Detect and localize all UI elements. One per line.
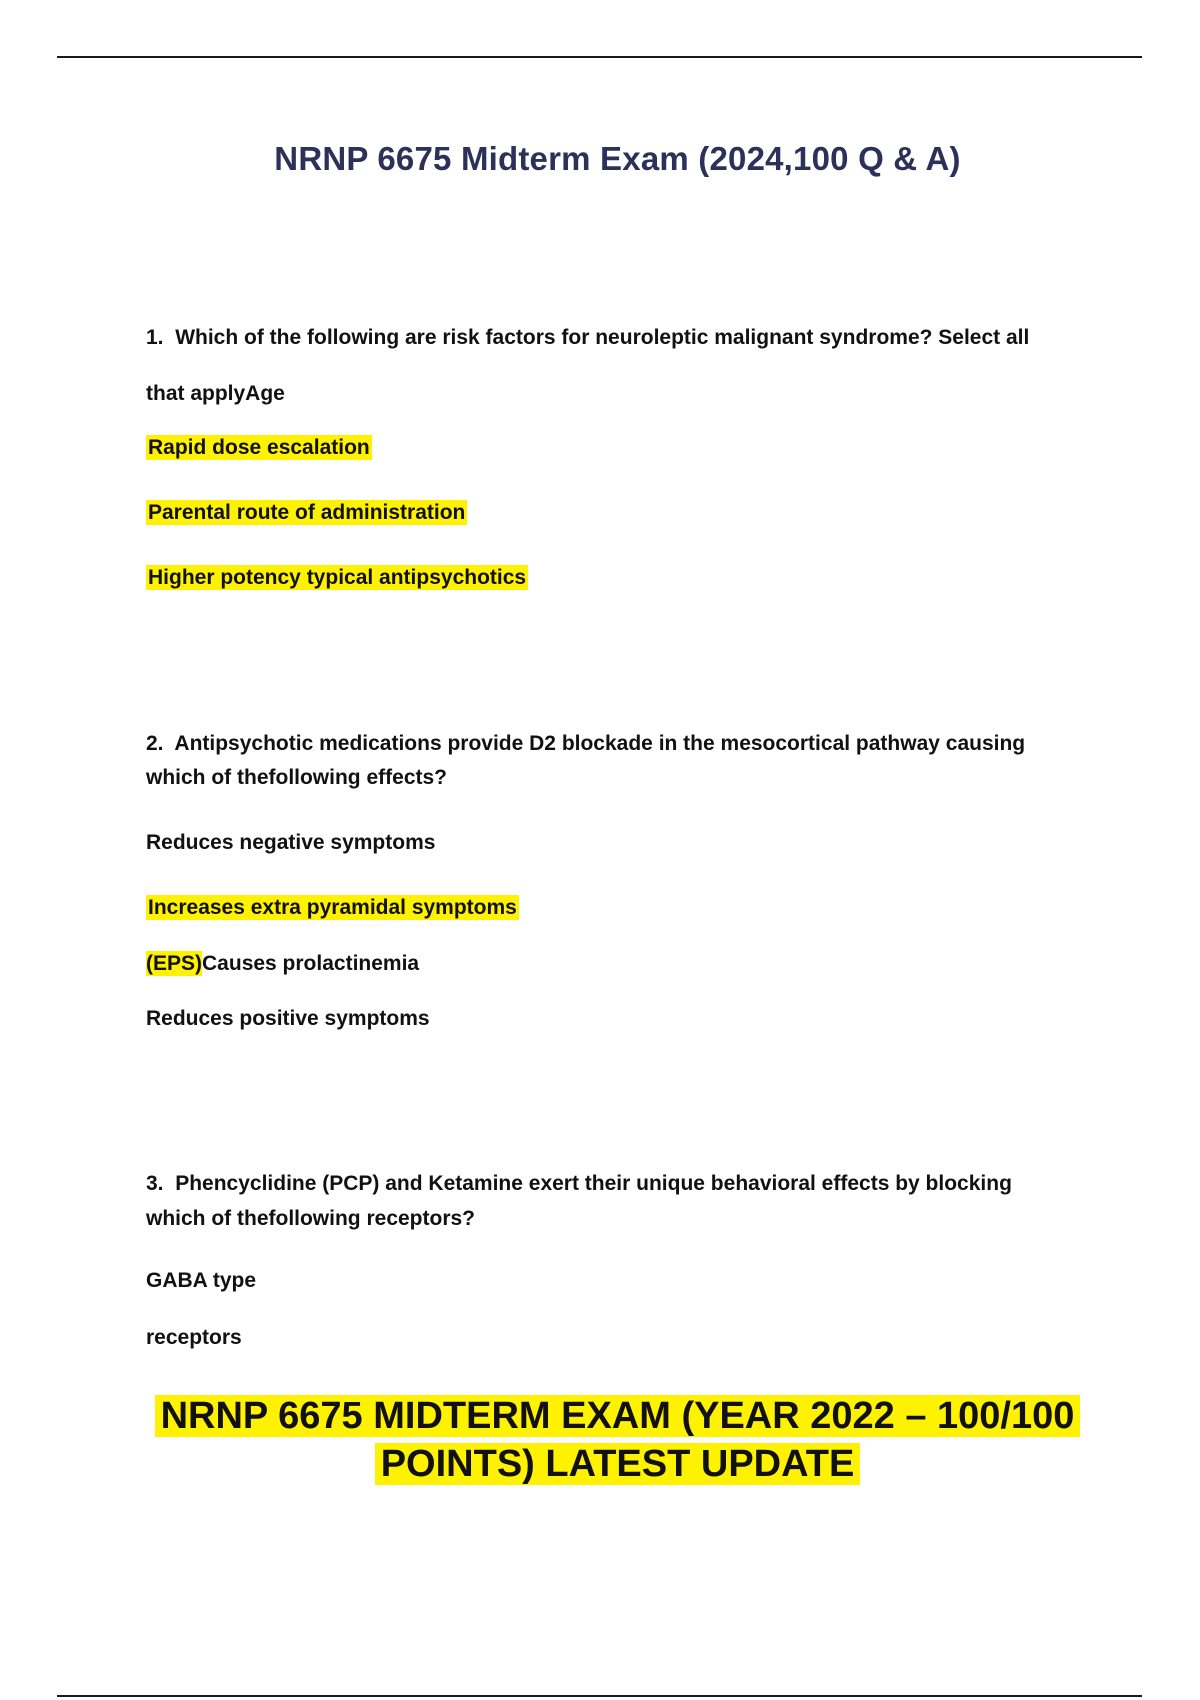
question-2-line-2: which of thefollowing effects? [146,766,447,789]
highlighted-answer: Rapid dose escalation [148,436,370,459]
question-1-option-1 [146,435,372,461]
banner-line-1: NRNP 6675 MIDTERM EXAM (YEAR 2022 – 100/100 [155,1395,1081,1437]
question-number: 1. [146,326,164,349]
question-1-option-3 [146,565,528,591]
question-number: 2. [146,732,164,755]
question-2-line-1 [146,731,1025,757]
question-2-option-2 [146,895,519,921]
highlighted-answer: Higher potency typical antipsychotics [148,566,527,589]
question-3-option-1: GABA type [146,1269,257,1292]
question-number: 3. [146,1172,164,1195]
question-1-line-2: that applyAge [146,382,285,405]
banner-line-2: POINTS) LATEST UPDATE [375,1443,861,1485]
question-3-option-2: receptors [146,1326,242,1349]
document-title: NRNP 6675 Midterm Exam (2024,100 Q & A) [274,140,961,177]
top-divider [57,56,1142,58]
question-2-option-3 [146,951,419,977]
question-text: Phencyclidine (PCP) and Ketamine exert their unique behavioral effects by blocking [175,1172,1012,1195]
highlighted-answer: Increases extra pyramidal symptoms [148,896,517,919]
bottom-divider [57,1695,1142,1697]
promo-banner [0,1392,1200,1488]
highlighted-answer: Parental route of administration [148,501,466,524]
question-3-line-1 [146,1171,1012,1197]
question-2-option-4: Reduces positive symptoms [146,1007,430,1030]
question-3-line-2: which of thefollowing receptors? [146,1207,476,1230]
question-text: Which of the following are risk factors for neuroleptic malignant syndrome? Select all [175,326,1030,349]
question-text: Antipsychotic medications provide D2 blockade in the mesocortical pathway causing [174,732,1026,755]
question-2-option-1: Reduces negative symptoms [146,831,436,854]
question-1-line-1 [146,325,1029,351]
option-text: Causes prolactinemia [202,952,420,975]
highlighted-answer: (EPS) [146,952,203,975]
question-1-option-2 [146,500,467,526]
